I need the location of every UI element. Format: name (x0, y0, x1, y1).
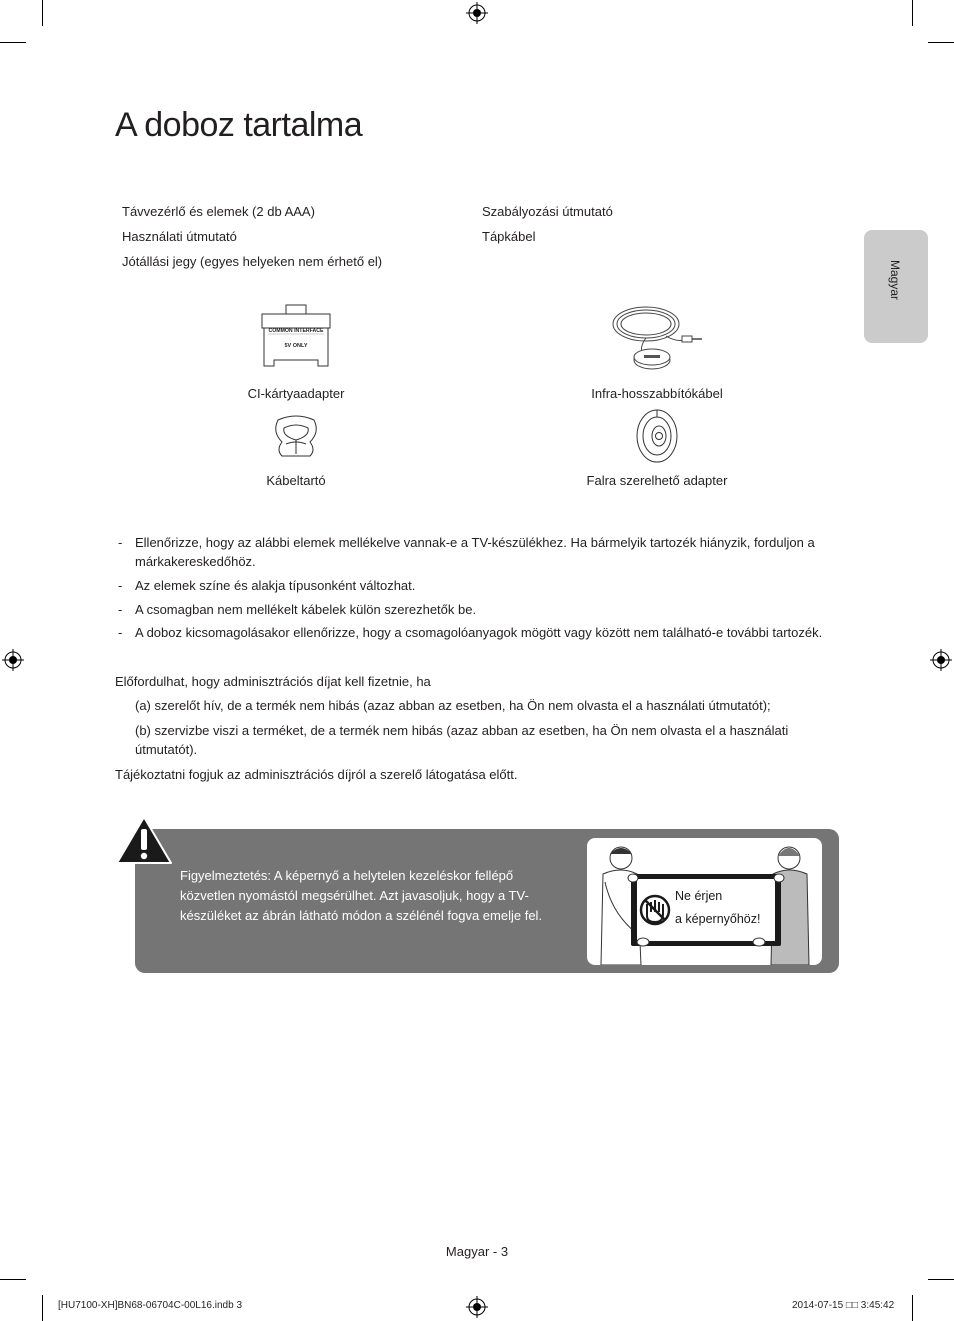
fee-intro: Előfordulhat, hogy adminisztrációs díjat kell fizetnie, ha (115, 674, 431, 689)
registration-mark-icon (466, 1296, 488, 1318)
contents-item: Tápkábel (482, 229, 536, 244)
contents-item: Távvezérlő és elemek (2 db AAA) (122, 204, 315, 219)
note-text: A doboz kicsomagolásakor ellenőrizze, hogy a csomagolóanyagok mögött vagy között nem található-e további tartozék. (135, 625, 823, 640)
registration-mark-icon (2, 649, 24, 671)
page-title: A doboz tartalma (115, 106, 363, 144)
note-text: Az elemek színe és alakja típusonként változhat. (135, 578, 416, 593)
ir-extension-cable-icon (606, 302, 706, 376)
warning-label: Figyelmeztetés (180, 868, 268, 883)
people-holding-tv-icon (587, 838, 822, 965)
language-tab (864, 230, 928, 343)
fee-item-b: (b) szervizbe viszi a terméket, de a termék nem hibás (azaz abban az esetben, ha Ön nem olvasta el a használati útmutatót). (135, 723, 789, 757)
note-item (118, 533, 838, 571)
cable-holder-label: Kábeltartó (266, 473, 326, 488)
note-item (118, 623, 838, 642)
ir-cable-label: Infra-hosszabbítókábel (591, 386, 723, 401)
note-dash: - (118, 535, 123, 550)
print-slug-date: 2014-07-15 □□ 3:45:42 (792, 1300, 895, 1311)
crop-mark (0, 1279, 26, 1280)
note-text: Ellenőrizze, hogy az alábbi elemek mellékelve vannak-e a TV-készülékhez. Ha bármelyik tartozék hiányzik, forduljon a márkakereskedőhöz. (135, 535, 815, 569)
tv-handling-illustration (587, 838, 822, 965)
note-text: A csomagban nem mellékelt kábelek külön szerezhetők be. (135, 602, 477, 617)
note-item (118, 600, 838, 619)
warning-text (180, 866, 565, 926)
crop-mark (42, 1295, 43, 1321)
warning-body: : A képernyő a helytelen kezeléskor fellépő közvetlen nyomástól megsérülhet. Azt javasoljuk, hogy a TV-készüléket az ábrán látható módon a szélénél fogva emelje fel. (180, 868, 543, 923)
language-tab-label: Magyar (888, 260, 902, 301)
note-item (118, 576, 838, 595)
ci-adapter-print-line1: COMMON INTERFACE (268, 328, 324, 334)
note-dash: - (118, 578, 123, 593)
crop-mark (928, 42, 954, 43)
wall-mount-adapter-icon (634, 408, 680, 464)
registration-mark-icon (466, 2, 488, 24)
wall-adapter-label: Falra szerelhető adapter (586, 473, 728, 488)
contents-item: Használati útmutató (122, 229, 237, 244)
crop-mark (912, 1295, 913, 1321)
registration-mark-icon (930, 649, 952, 671)
screen-text-line1: Ne érjen (675, 889, 723, 903)
screen-text-line2: a képernyőhöz! (675, 912, 761, 926)
ci-adapter-print-line2: 5V ONLY (284, 343, 308, 349)
print-slug-file: [HU7100-XH]BN68-06704C-00L16.indb 3 (58, 1300, 243, 1311)
page-number: Magyar - 3 (445, 1244, 509, 1259)
note-dash: - (118, 625, 123, 640)
note-dash: - (118, 602, 123, 617)
crop-mark (42, 0, 43, 26)
ci-adapter-label: CI-kártyaadapter (247, 386, 345, 401)
contents-item: Jótállási jegy (egyes helyeken nem érhető el) (122, 254, 383, 269)
crop-mark (0, 42, 26, 43)
warning-triangle-icon (115, 815, 173, 865)
ci-card-adapter-icon (258, 304, 334, 374)
fee-outro: Tájékoztatni fogjuk az adminisztrációs díjról a szerelő látogatása előtt. (115, 767, 518, 782)
crop-mark (912, 0, 913, 26)
contents-item: Szabályozási útmutató (482, 204, 613, 219)
cable-holder-icon (270, 410, 322, 462)
crop-mark (928, 1279, 954, 1280)
fee-item-a: (a) szerelőt hív, de a termék nem hibás (azaz abban az esetben, ha Ön nem olvasta el a használati útmutatót); (135, 698, 771, 713)
